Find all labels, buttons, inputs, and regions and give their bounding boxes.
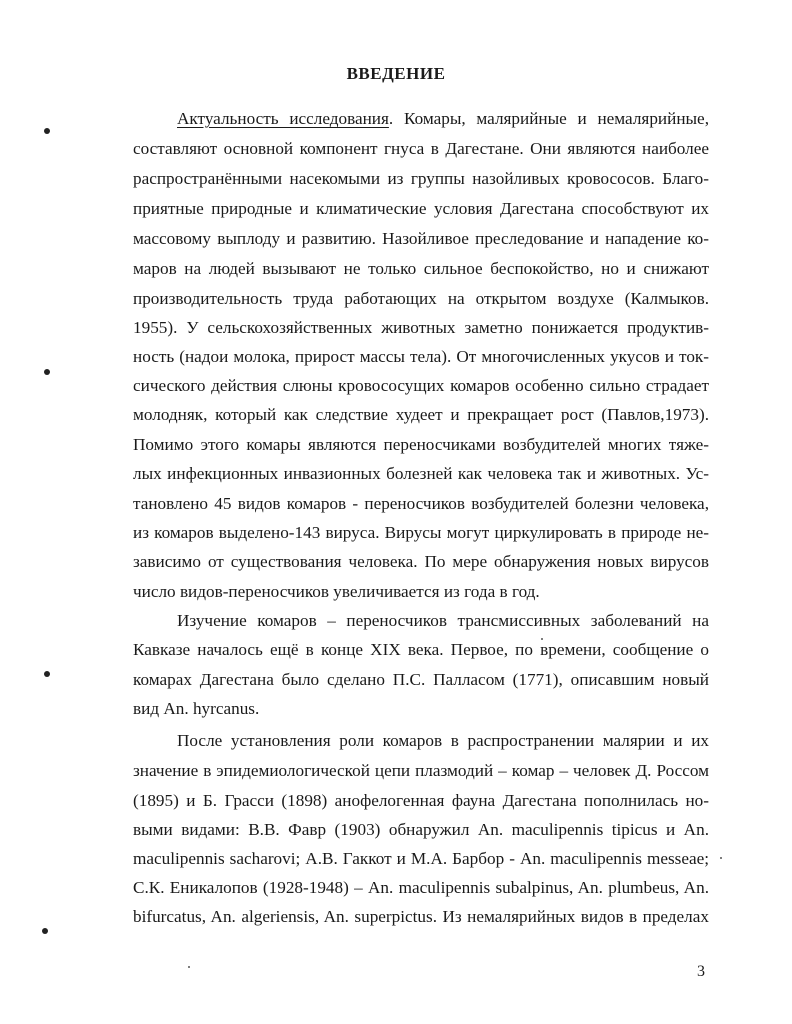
text-line: Кавказе началось ещё в конце XIX века. Первое, по времени, сообщение о [133,640,709,659]
text-line: Изучение комаров – переносчиков трансмиссивных заболеваний на [177,611,709,630]
text-line: выми видами: В.В. Фавр (1903) обнаружил An. maculipennis tipicus и An. [133,820,709,839]
page-title: ВВЕДЕНИЕ [346,64,446,83]
punch-hole-mark [44,369,50,375]
text-line: (1895) и Б. Грасси (1898) анофелогенная фауна Дагестана пополнилась но- [133,791,709,810]
punch-hole-mark [44,671,50,677]
text-line: распространёнными насекомыми из группы назойливых кровососов. Благо- [133,169,709,188]
text-line: сического действия слюны кровососущих комаров особенно сильно страдает [133,376,709,395]
scan-speck [720,857,722,859]
scan-speck [541,638,543,640]
text-line: После установления роли комаров в распространении малярии и их [177,731,709,750]
text-line: С.К. Еникалопов (1928-1948) – An. maculipennis subalpinus, An. plumbeus, An. [133,878,709,897]
text-line: значение в эпидемиологической цепи плазмодий – комар – человек Д. Россом [133,761,709,780]
text-line: зависимо от существования человека. По мере обнаружения новых вирусов [133,552,709,571]
text-line: лых инфекционных инвазионных болезней как человека так и животных. Ус- [133,464,709,483]
scan-speck [188,966,190,968]
text-line: тановлено 45 видов комаров - переносчиков возбудителей болезни человека, [133,494,709,513]
text-line: Помимо этого комары являются переносчиками возбудителей многих тяже- [133,435,709,454]
text-line: maculipennis sacharovi; А.В. Гаккот и М.А. Барбор - An. maculipennis messeae; [133,849,709,868]
punch-hole-mark [44,128,50,134]
text-line: производительность труда работающих на открытом воздухе (Калмыков. [133,289,709,308]
text-line: комарах Дагестана было сделано П.С. Палласом (1771), описавшим новый [133,670,709,689]
text-line: bifurcatus, An. algeriensis, An. superpictus. Из немалярийных видов в пределах [133,907,709,926]
text-line: 1955). У сельскохозяйственных животных заметно понижается продуктив- [133,318,709,337]
text-line: вид An. hyrcanus. [133,699,260,718]
text-line: массовому выплоду и развитию. Назойливое преследование и нападение ко- [133,229,709,248]
lead-term: Актуальность исследования [177,109,389,128]
text-line: составляют основной компонент гнуса в Дагестане. Они являются наиболее [133,139,709,158]
text-line: маров на людей вызывают не только сильное беспокойство, но и снижают [133,259,709,278]
text-line: из комаров выделено-143 вируса. Вирусы могут циркулировать в природе не- [133,523,709,542]
punch-hole-mark [42,928,48,934]
text-line: молодняк, который как следствие худеет и прекращает рост (Павлов,1973). [133,405,709,424]
text-line: приятные природные и климатические условия Дагестана способствуют их [133,199,709,218]
page-number: 3 [697,963,705,980]
text-line: Актуальность исследования. Комары, малярийные и немалярийные, [177,109,709,128]
text-line: ность (надои молока, прирост массы тела). От многочисленных укусов и ток- [133,347,709,366]
text-line: число видов-переносчиков увеличивается из года в год. [133,582,540,601]
